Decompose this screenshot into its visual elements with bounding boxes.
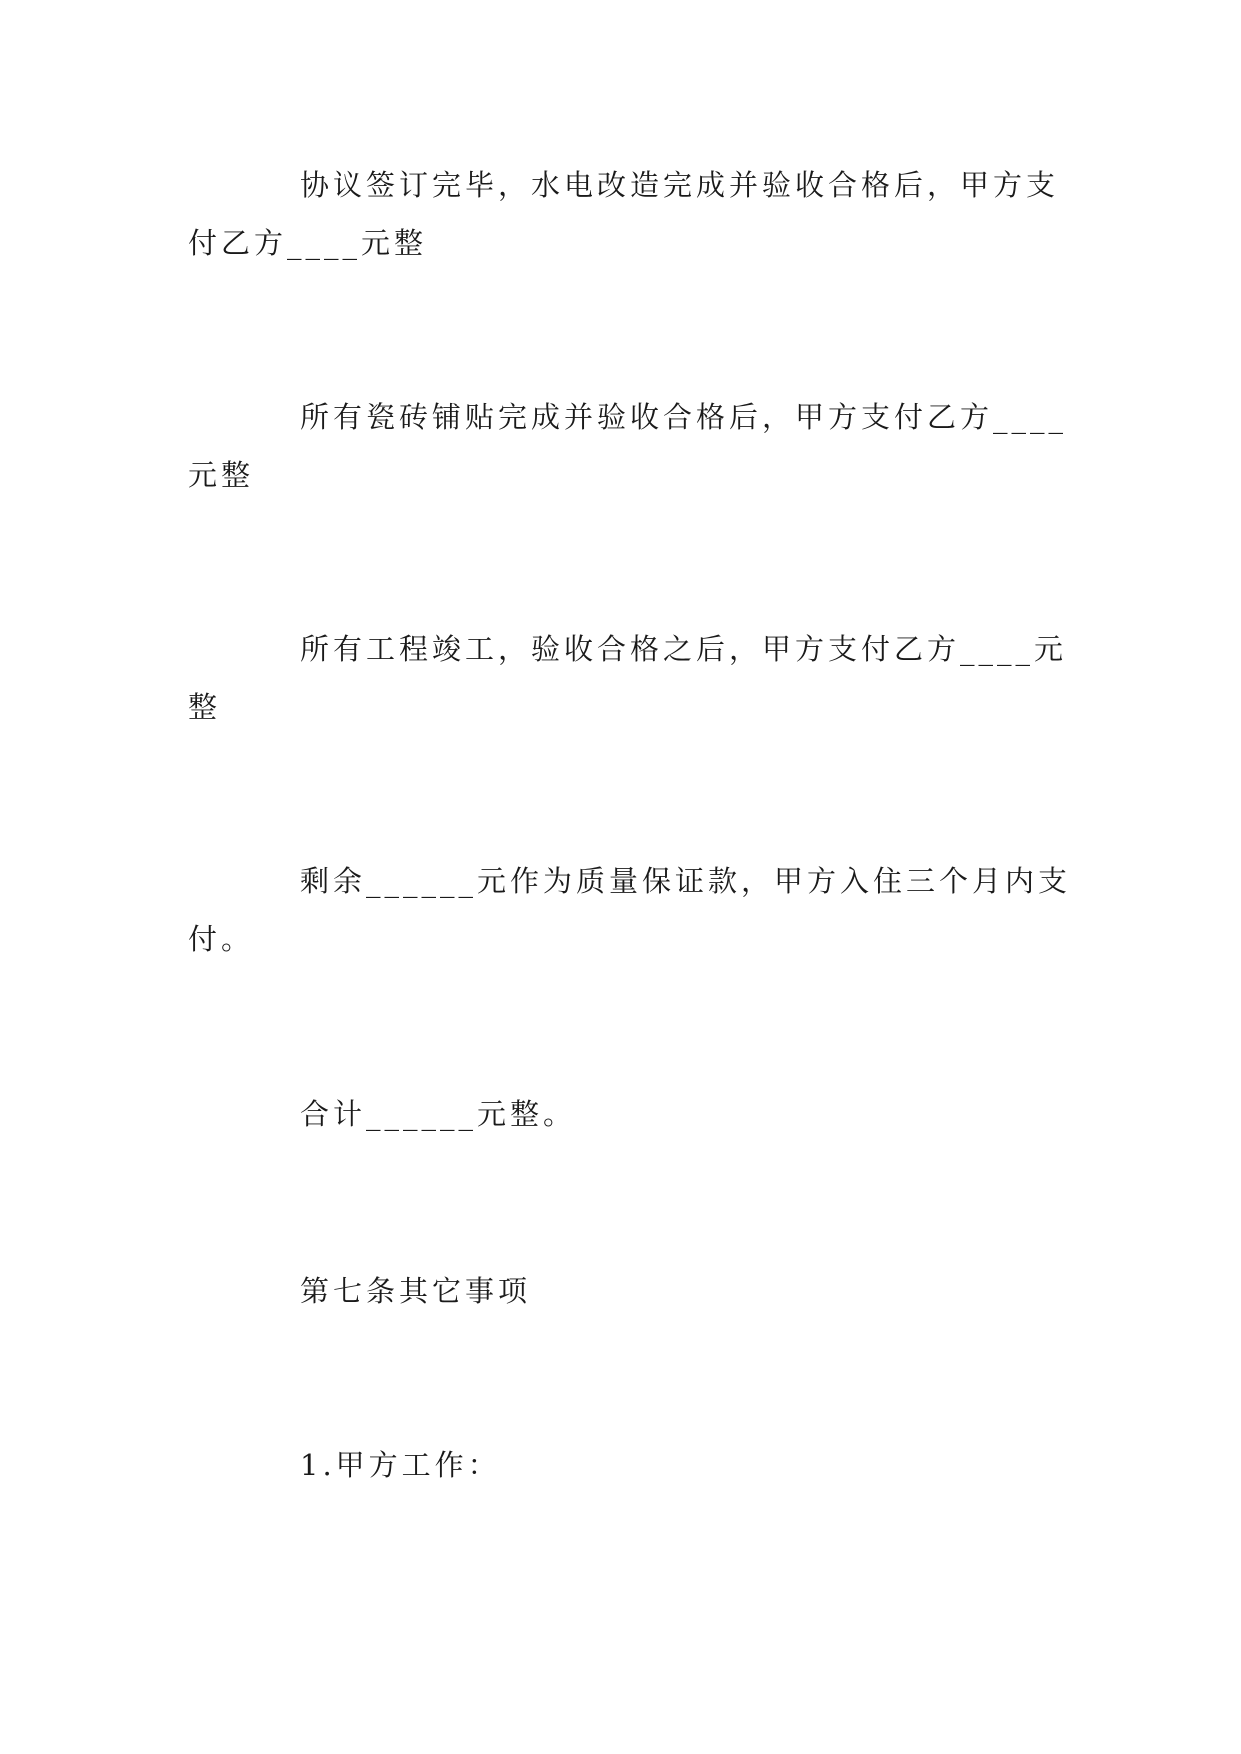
paragraph-line: 所有工程竣工，验收合格之后，甲方支付乙方____元 [300, 632, 1068, 666]
paragraph-line: 剩余______元作为质量保证款，甲方入住三个月内支 [300, 864, 1072, 898]
paragraph-line: 所有瓷砖铺贴完成并验收合格后，甲方支付乙方____ [300, 400, 1068, 434]
payment-clause-warranty-deposit [188, 852, 1072, 968]
section-heading: 第七条其它事项 [300, 1274, 532, 1308]
paragraph-line: 合计______元整。 [300, 1097, 577, 1131]
section-heading-article-seven [188, 1262, 1054, 1320]
paragraph-line: 元整 [188, 458, 255, 492]
payment-total [188, 1085, 1054, 1143]
paragraph-line: 付。 [188, 922, 255, 956]
paragraph-line: 整 [188, 690, 222, 724]
payment-clause-plumbing-electrical [188, 156, 1060, 272]
payment-clause-tiling [188, 388, 1068, 504]
payment-clause-completion [188, 620, 1068, 736]
list-item-party-a-work [188, 1436, 1054, 1494]
paragraph-line: 付乙方____元整 [188, 226, 428, 260]
list-item-label: 1.甲方工作： [300, 1448, 501, 1482]
paragraph-line: 协议签订完毕，水电改造完成并验收合格后，甲方支 [300, 168, 1060, 202]
